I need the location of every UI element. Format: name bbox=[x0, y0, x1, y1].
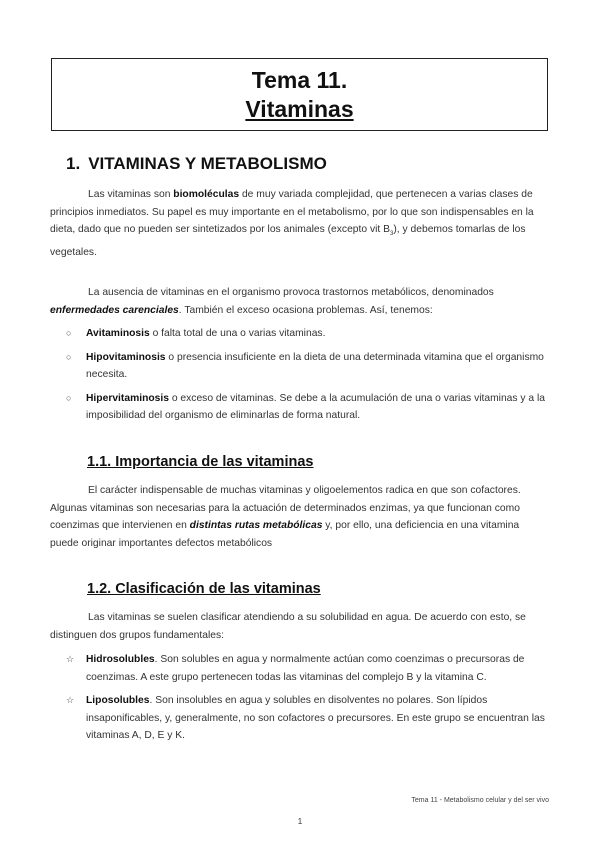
bullet-text: . Son solubles en agua y normalmente actúan como coenzimas o precursoras de coenzimas. A este grupo pertenecen todas las vitaminas del complejo B y la vitamina C. bbox=[86, 654, 525, 683]
bold-italic-term: enfermedades carenciales bbox=[50, 304, 179, 316]
circle-bullet-icon: ○ bbox=[66, 392, 72, 403]
text-run: y, por ello, una deficiencia en una vitamina puede originar importantes defectos metabólicos bbox=[50, 520, 520, 549]
list-item bbox=[66, 349, 550, 384]
list-item bbox=[66, 390, 550, 425]
text-run: ), y debemos tomarlas de los vegetales. bbox=[50, 224, 526, 258]
section-1-paragraph-1 bbox=[50, 186, 550, 261]
footer-label: Tema 11 - Metabolismo celular y del ser vivo bbox=[411, 797, 549, 804]
bullet-term: Hipervitaminosis bbox=[86, 392, 169, 404]
bullet-text: o presencia insuficiente en la dieta de una determinada vitamina que el organismo necesita. bbox=[86, 351, 544, 380]
text-run: La ausencia de vitaminas en el organismo provoca trastornos metabólicos, denominados bbox=[88, 287, 494, 298]
bullet-text: . Son insolubles en agua y solubles en disolventes no polares. Son lípidos insaponificables, y, generalmente, no son cofactores o precursores. En este grupo se encuentran las vitaminas A, D, E y K. bbox=[86, 695, 545, 741]
document-title-line2: Vitaminas bbox=[245, 96, 354, 122]
section-1-1-heading: 1.1. Importancia de las vitaminas bbox=[87, 454, 314, 470]
document-title-line1: Tema 11. bbox=[251, 67, 348, 93]
section-1-heading bbox=[66, 154, 327, 174]
circle-bullet-icon: ○ bbox=[66, 328, 72, 338]
section-1-number: 1. bbox=[66, 154, 81, 173]
section-1-2-paragraph: Las vitaminas se suelen clasificar atendiendo a su solubilidad en agua. De acuerdo con esto, se distinguen dos grupos fundamentales: bbox=[50, 612, 526, 641]
section-1-2-bullet-list bbox=[66, 651, 550, 751]
text-run: de muy variada complejidad, que pertenecen a varias clases de principios inmediatos. Su papel es muy importante en el metabolismo, por lo que son indispensables en la dieta, dado que no pueden ser sintetizados por los animales (excepto vit B bbox=[50, 189, 534, 235]
star-bullet-icon: ☆ bbox=[66, 654, 75, 664]
bold-term: biomoléculas bbox=[173, 189, 240, 200]
bullet-term: Liposolubles bbox=[86, 695, 150, 706]
bullet-text: o falta total de una o varias vitaminas. bbox=[149, 328, 326, 339]
bullet-text: o exceso de vitaminas. Se debe a la acumulación de una o varias vitaminas y a la imposibilidad del organismo de eliminarlas de forma natural. bbox=[86, 392, 546, 421]
section-1-paragraph-2 bbox=[50, 284, 550, 319]
bold-italic-term: distintas rutas metabólicas bbox=[189, 520, 323, 531]
bullet-term: Hipovitaminosis bbox=[86, 351, 166, 363]
circle-bullet-icon: ○ bbox=[66, 351, 72, 362]
subscript: 3 bbox=[390, 231, 394, 238]
text-run: Las vitaminas son bbox=[88, 189, 174, 200]
text-run: El carácter indispensable de muchas vitaminas y oligoelementos radica en que son cofactores. Algunas vitaminas son necesarias para la actuación de determinados enzimas, ya que funcionan como coenzimas que intervienen en bbox=[50, 485, 521, 531]
title-box bbox=[51, 58, 548, 131]
list-item bbox=[66, 325, 550, 343]
section-1-title: VITAMINAS Y METABOLISMO bbox=[88, 154, 327, 173]
list-item bbox=[66, 651, 550, 686]
bullet-term: Hidrosolubles bbox=[86, 654, 155, 665]
section-1-2-heading: 1.2. Clasificación de las vitaminas bbox=[87, 581, 321, 597]
star-bullet-icon: ☆ bbox=[66, 695, 75, 705]
section-1-bullet-list bbox=[66, 325, 550, 431]
section-1-1-paragraph bbox=[50, 482, 550, 552]
page-number: 1 bbox=[297, 817, 303, 826]
text-run: . También el exceso ocasiona problemas. Así, tenemos: bbox=[178, 304, 433, 316]
bullet-term: Avitaminosis bbox=[86, 328, 150, 339]
list-item bbox=[66, 692, 550, 745]
